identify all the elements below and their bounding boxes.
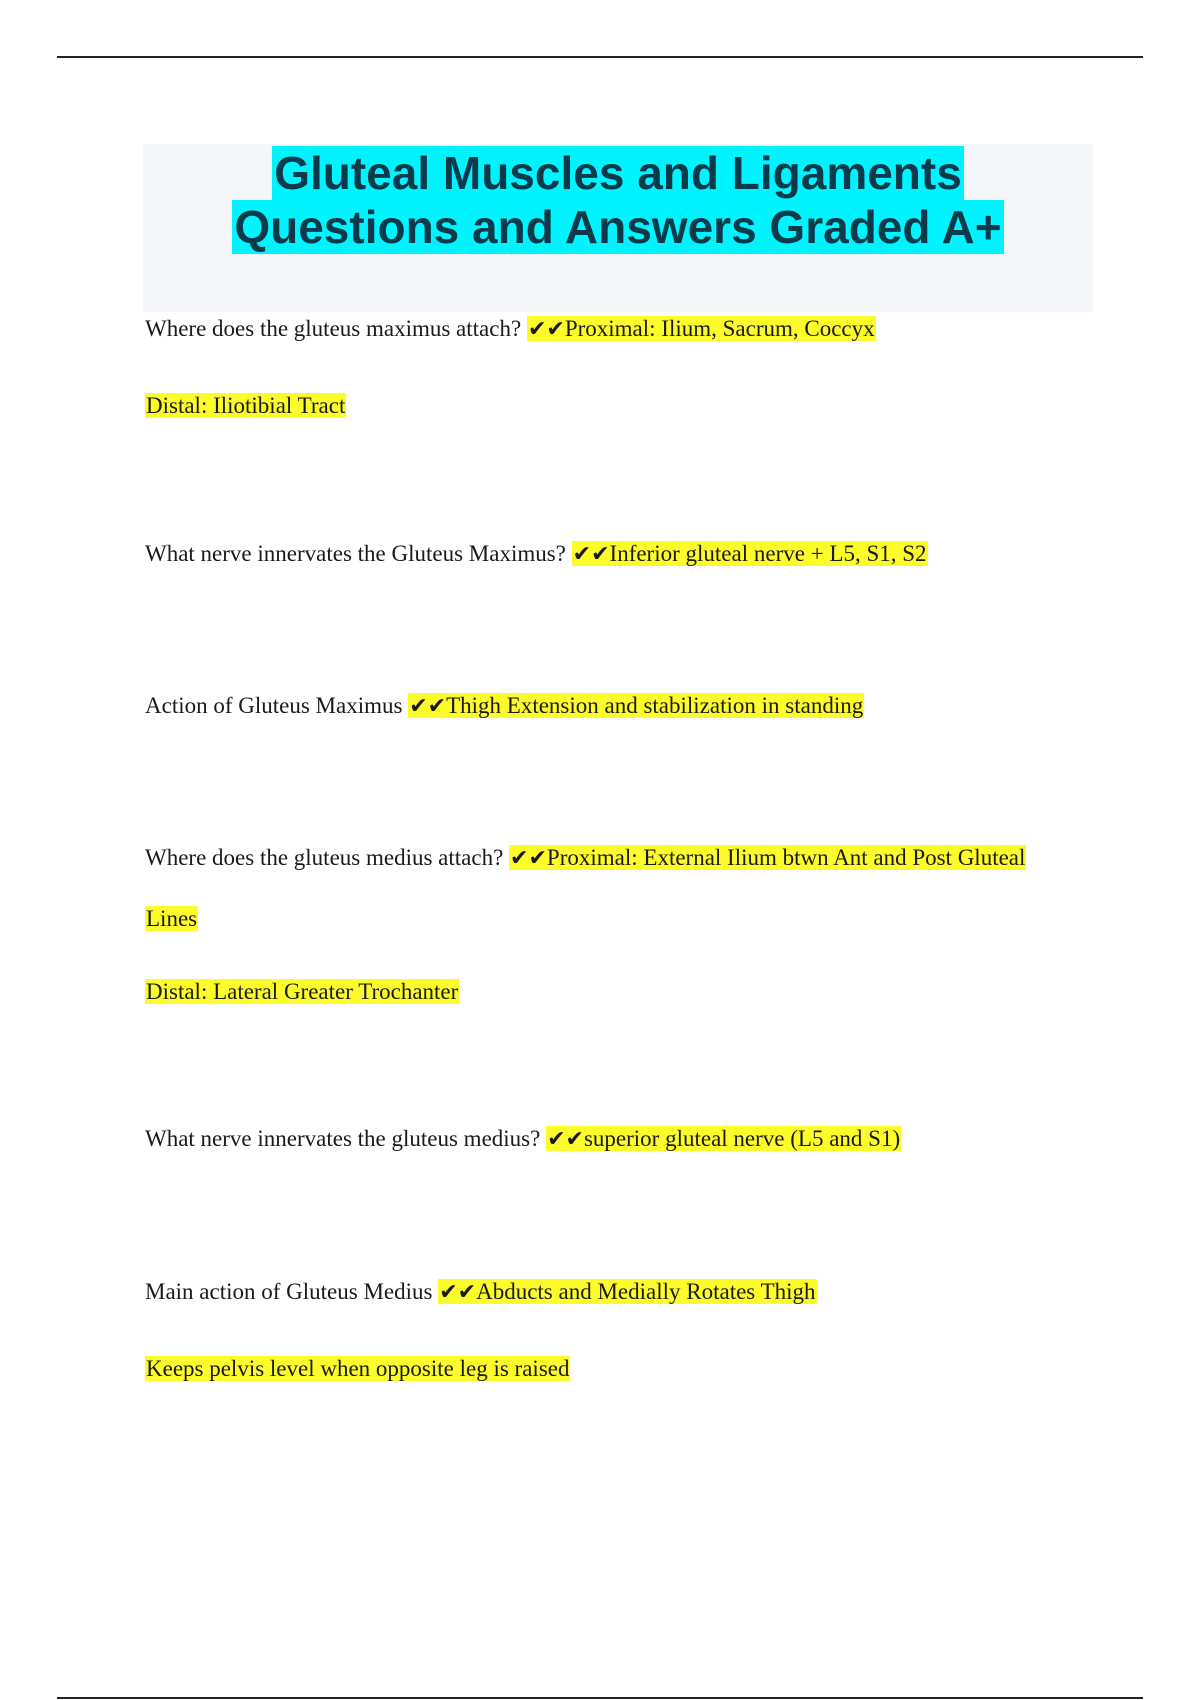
- answer-highlight: [546, 1126, 901, 1151]
- question-text: What nerve innervates the gluteus medius?: [145, 1126, 541, 1151]
- answer-text: Thigh Extension and stabilization in standing: [446, 693, 864, 718]
- answer-text: Proximal: Ilium, Sacrum, Coccyx: [564, 316, 875, 341]
- document-title-line-1: Gluteal Muscles and Ligaments: [274, 147, 962, 199]
- answer-extra-text: Distal: Lateral Greater Trochanter: [146, 979, 459, 1004]
- check-mark-icon: ✔✔: [439, 1280, 477, 1305]
- qa-item-4-extra-line-2: [145, 975, 459, 1009]
- question-text: Where does the gluteus maximus attach?: [145, 316, 522, 341]
- qa-item-6-extra-line: [145, 1352, 570, 1386]
- check-mark-icon: ✔✔: [547, 1127, 584, 1152]
- qa-item-4-extra-line-1: [145, 902, 198, 936]
- answer-text: Inferior gluteal nerve + L5, S1, S2: [609, 541, 927, 566]
- check-mark-icon: ✔✔: [409, 694, 447, 719]
- question-text: Where does the gluteus medius attach?: [145, 845, 504, 870]
- answer-text: Proximal: External Ilium btwn Ant and Post Gluteal: [546, 845, 1026, 870]
- qa-item-2-question-line: [145, 537, 928, 572]
- check-mark-icon: ✔✔: [572, 542, 610, 567]
- answer-highlight: [572, 541, 928, 566]
- answer-highlight: [408, 693, 864, 718]
- document-title-line-2: Questions and Answers Graded A+: [234, 201, 1002, 253]
- answer-extra-text: Lines: [146, 906, 198, 931]
- check-mark-icon: ✔✔: [527, 317, 565, 342]
- qa-item-4-question-line: [145, 841, 1026, 876]
- qa-item-6-question-line: [145, 1275, 817, 1310]
- answer-text: superior gluteal nerve (L5 and S1): [583, 1126, 901, 1151]
- title-block: [143, 144, 1093, 312]
- answer-highlight: [527, 316, 876, 341]
- answer-extra-text: Keeps pelvis level when opposite leg is raised: [146, 1356, 570, 1381]
- qa-item-5-question-line: [145, 1122, 901, 1157]
- answer-extra-text: Distal: Iliotibial Tract: [146, 393, 346, 418]
- answer-text: Abducts and Medially Rotates Thigh: [476, 1279, 816, 1304]
- question-text: Action of Gluteus Maximus: [145, 693, 403, 718]
- answer-highlight: [509, 845, 1026, 870]
- qa-item-1-extra-line: [145, 389, 346, 423]
- qa-item-1-question-line: [145, 312, 876, 347]
- top-rule: [57, 56, 1143, 58]
- question-text: Main action of Gluteus Medius: [145, 1279, 433, 1304]
- check-mark-icon: ✔✔: [510, 846, 547, 871]
- question-text: What nerve innervates the Gluteus Maximus?: [145, 541, 566, 566]
- qa-item-3-question-line: [145, 689, 864, 724]
- answer-highlight: [438, 1279, 816, 1304]
- bottom-rule: [57, 1697, 1143, 1699]
